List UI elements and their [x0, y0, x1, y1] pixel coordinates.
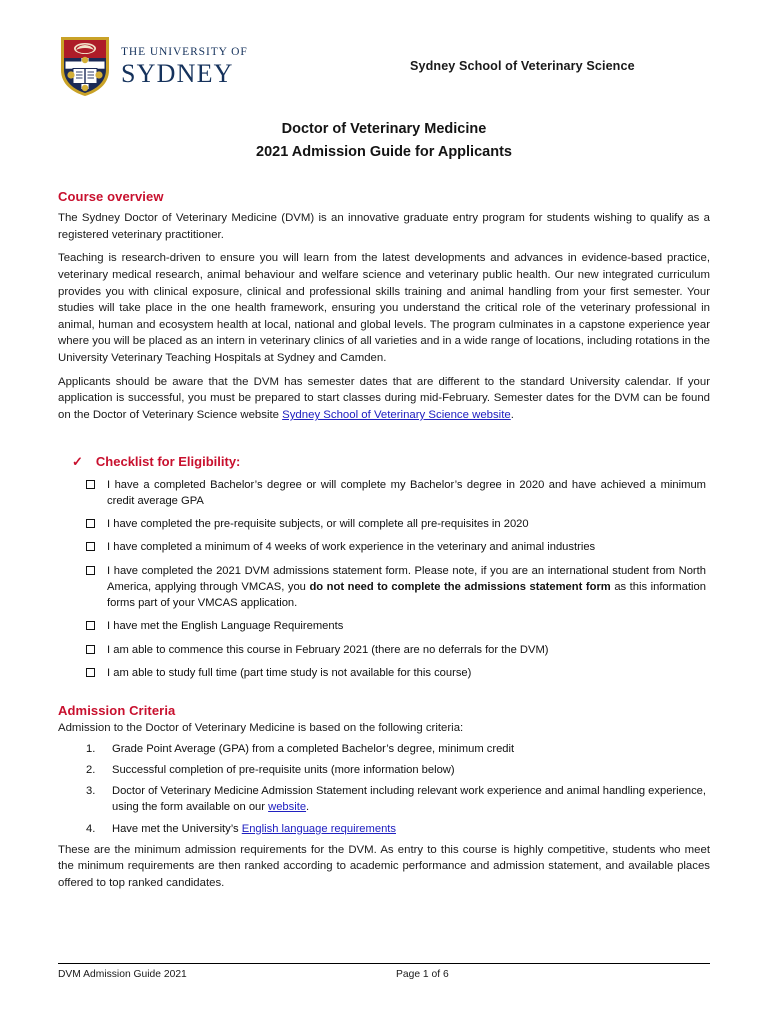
checklist-heading: Checklist for Eligibility:: [95, 453, 241, 469]
wordmark-line-2: SYDNEY: [121, 58, 234, 88]
checkbox-icon[interactable]: [86, 668, 95, 677]
checkbox-icon[interactable]: [86, 566, 95, 575]
faculty-name: Sydney School of Veterinary Science: [410, 59, 635, 73]
criteria-number: 1.: [86, 742, 96, 755]
list-item: [86, 821, 710, 837]
eligibility-checklist: [58, 477, 710, 681]
list-item[interactable]: [86, 618, 710, 634]
checklist-item-text: I have completed the pre-requisite subjects, or will complete all pre-requisites in 2020: [107, 518, 529, 531]
criteria-text: Successful completion of pre-requisite units (more information below): [112, 763, 455, 776]
page-footer: [58, 963, 710, 980]
admission-criteria-list: [58, 741, 710, 837]
list-item: [86, 741, 710, 757]
university-wordmark: [121, 45, 248, 87]
document-header: [58, 28, 710, 104]
course-overview-heading: Course overview: [58, 188, 164, 204]
checklist-item-part1: I have completed the 2021 DVM admissions statement form. Please note, if you are an international student from North America, applying through VMCAS, you: [107, 564, 706, 593]
admission-criteria-intro: Admission to the Doctor of Veterinary Medicine is based on the following criteria:: [58, 722, 464, 734]
list-item[interactable]: [86, 516, 710, 532]
list-item[interactable]: [86, 563, 710, 612]
vet-science-website-link[interactable]: Sydney School of Veterinary Science website: [282, 409, 511, 422]
title-line-2: 2021 Admission Guide for Applicants: [256, 144, 512, 161]
checklist-item-bold: do not need to complete the admissions statement form: [309, 580, 611, 593]
university-logo: [58, 34, 358, 98]
criteria-number: 4.: [86, 822, 96, 835]
checkbox-icon[interactable]: [86, 621, 95, 630]
criteria-number: 2.: [86, 763, 96, 776]
page-title: [58, 118, 710, 165]
checklist-item-text: I have completed a minimum of 4 weeks of work experience in the veterinary and animal industries: [107, 541, 596, 554]
check-tick-icon: ✓: [72, 453, 83, 469]
sydney-shield-icon: [58, 34, 112, 98]
checklist-item-text: I have met the English Language Requirements: [107, 620, 344, 633]
list-item: [86, 762, 710, 778]
semester-text-after-link: .: [510, 409, 514, 422]
criteria-part2: .: [306, 801, 310, 814]
list-item: [86, 783, 710, 815]
website-link[interactable]: website: [268, 801, 307, 814]
checklist-item-text: I have a completed Bachelor’s degree or will complete my Bachelor’s degree in 2020 and have achieved a minimum credit average GPA: [107, 478, 706, 507]
footer-document-name: DVM Admission Guide 2021: [58, 969, 187, 980]
checkbox-icon[interactable]: [86, 645, 95, 654]
criteria-text-rich: [112, 783, 710, 815]
checkbox-icon[interactable]: [86, 519, 95, 528]
list-item[interactable]: [86, 539, 710, 555]
criteria-text-rich: [112, 821, 710, 837]
title-line-1: Doctor of Veterinary Medicine: [281, 121, 487, 137]
course-overview-paragraph-2: Teaching is research-driven to ensure you will learn from the latest developments and advances in evidence-based practice, veterinary medical research, animal behaviour and welfare science and veterinary public health. Our new integrated curriculum provides you with clinical exposure, clinical and professional skills training and animal handling from your first semester. Your studies will take place in the one health framework, ensuring you understand the critical role of the veterinary professional in animal, human and ecosystem health at local, national and global levels. The program culminates in a capstone experience year where you will be placed as an intern in veterinary clinics of all varieties and in a wide range of locations, including rotations in the University Veterinary Teaching Hospitals at Sydney and Camden.: [58, 252, 710, 365]
semester-text-before-link: Applicants should be aware that the DVM has semester dates that are different to the standard University calendar. If your application is successful, you must be prepared to start classes during mid-February. Semester dates for the DVM can be found on the Doctor of Veterinary Science website: [58, 375, 710, 422]
criteria-part1: Doctor of Veterinary Medicine Admission Statement including relevant work experience and animal handling experience, using the form available on our: [112, 785, 706, 814]
checklist-heading-row: [72, 454, 710, 469]
admission-criteria-heading: Admission Criteria: [58, 703, 176, 718]
checkbox-icon[interactable]: [86, 480, 95, 489]
criteria-number: 3.: [86, 785, 96, 798]
list-item[interactable]: [86, 642, 710, 658]
checklist-item-text-rich: [107, 563, 710, 612]
list-item[interactable]: [86, 477, 710, 509]
checklist-item-text: I am able to study full time (part time study is not available for this course): [107, 666, 472, 679]
footer-page-number: Page 1 of 6: [396, 969, 449, 980]
course-overview-paragraph-1: The Sydney Doctor of Veterinary Medicine (DVM) is an innovative graduate entry program for students wishing to qualify as a registered veterinary practitioner.: [58, 211, 710, 241]
admission-criteria-closing: These are the minimum admission requirements for the DVM. As entry to this course is highly competitive, students who meet the minimum requirements are then ranked according to academic performance and admission statement, and available places offered to top ranked candidates.: [58, 843, 710, 890]
wordmark-line-1: THE UNIVERSITY OF: [121, 46, 248, 59]
list-item[interactable]: [86, 665, 710, 681]
criteria-part1: Have met the University’s: [112, 822, 242, 835]
criteria-text: Grade Point Average (GPA) from a completed Bachelor’s degree, minimum credit: [112, 742, 515, 755]
checklist-item-part2: as this information forms part of your VMCAS application.: [107, 580, 706, 610]
checklist-item-text: I am able to commence this course in February 2021 (there are no deferrals for the DVM): [107, 643, 549, 656]
english-language-requirements-link[interactable]: English language requirements: [241, 822, 396, 835]
checkbox-icon[interactable]: [86, 542, 95, 551]
semester-dates-paragraph: [58, 374, 710, 424]
